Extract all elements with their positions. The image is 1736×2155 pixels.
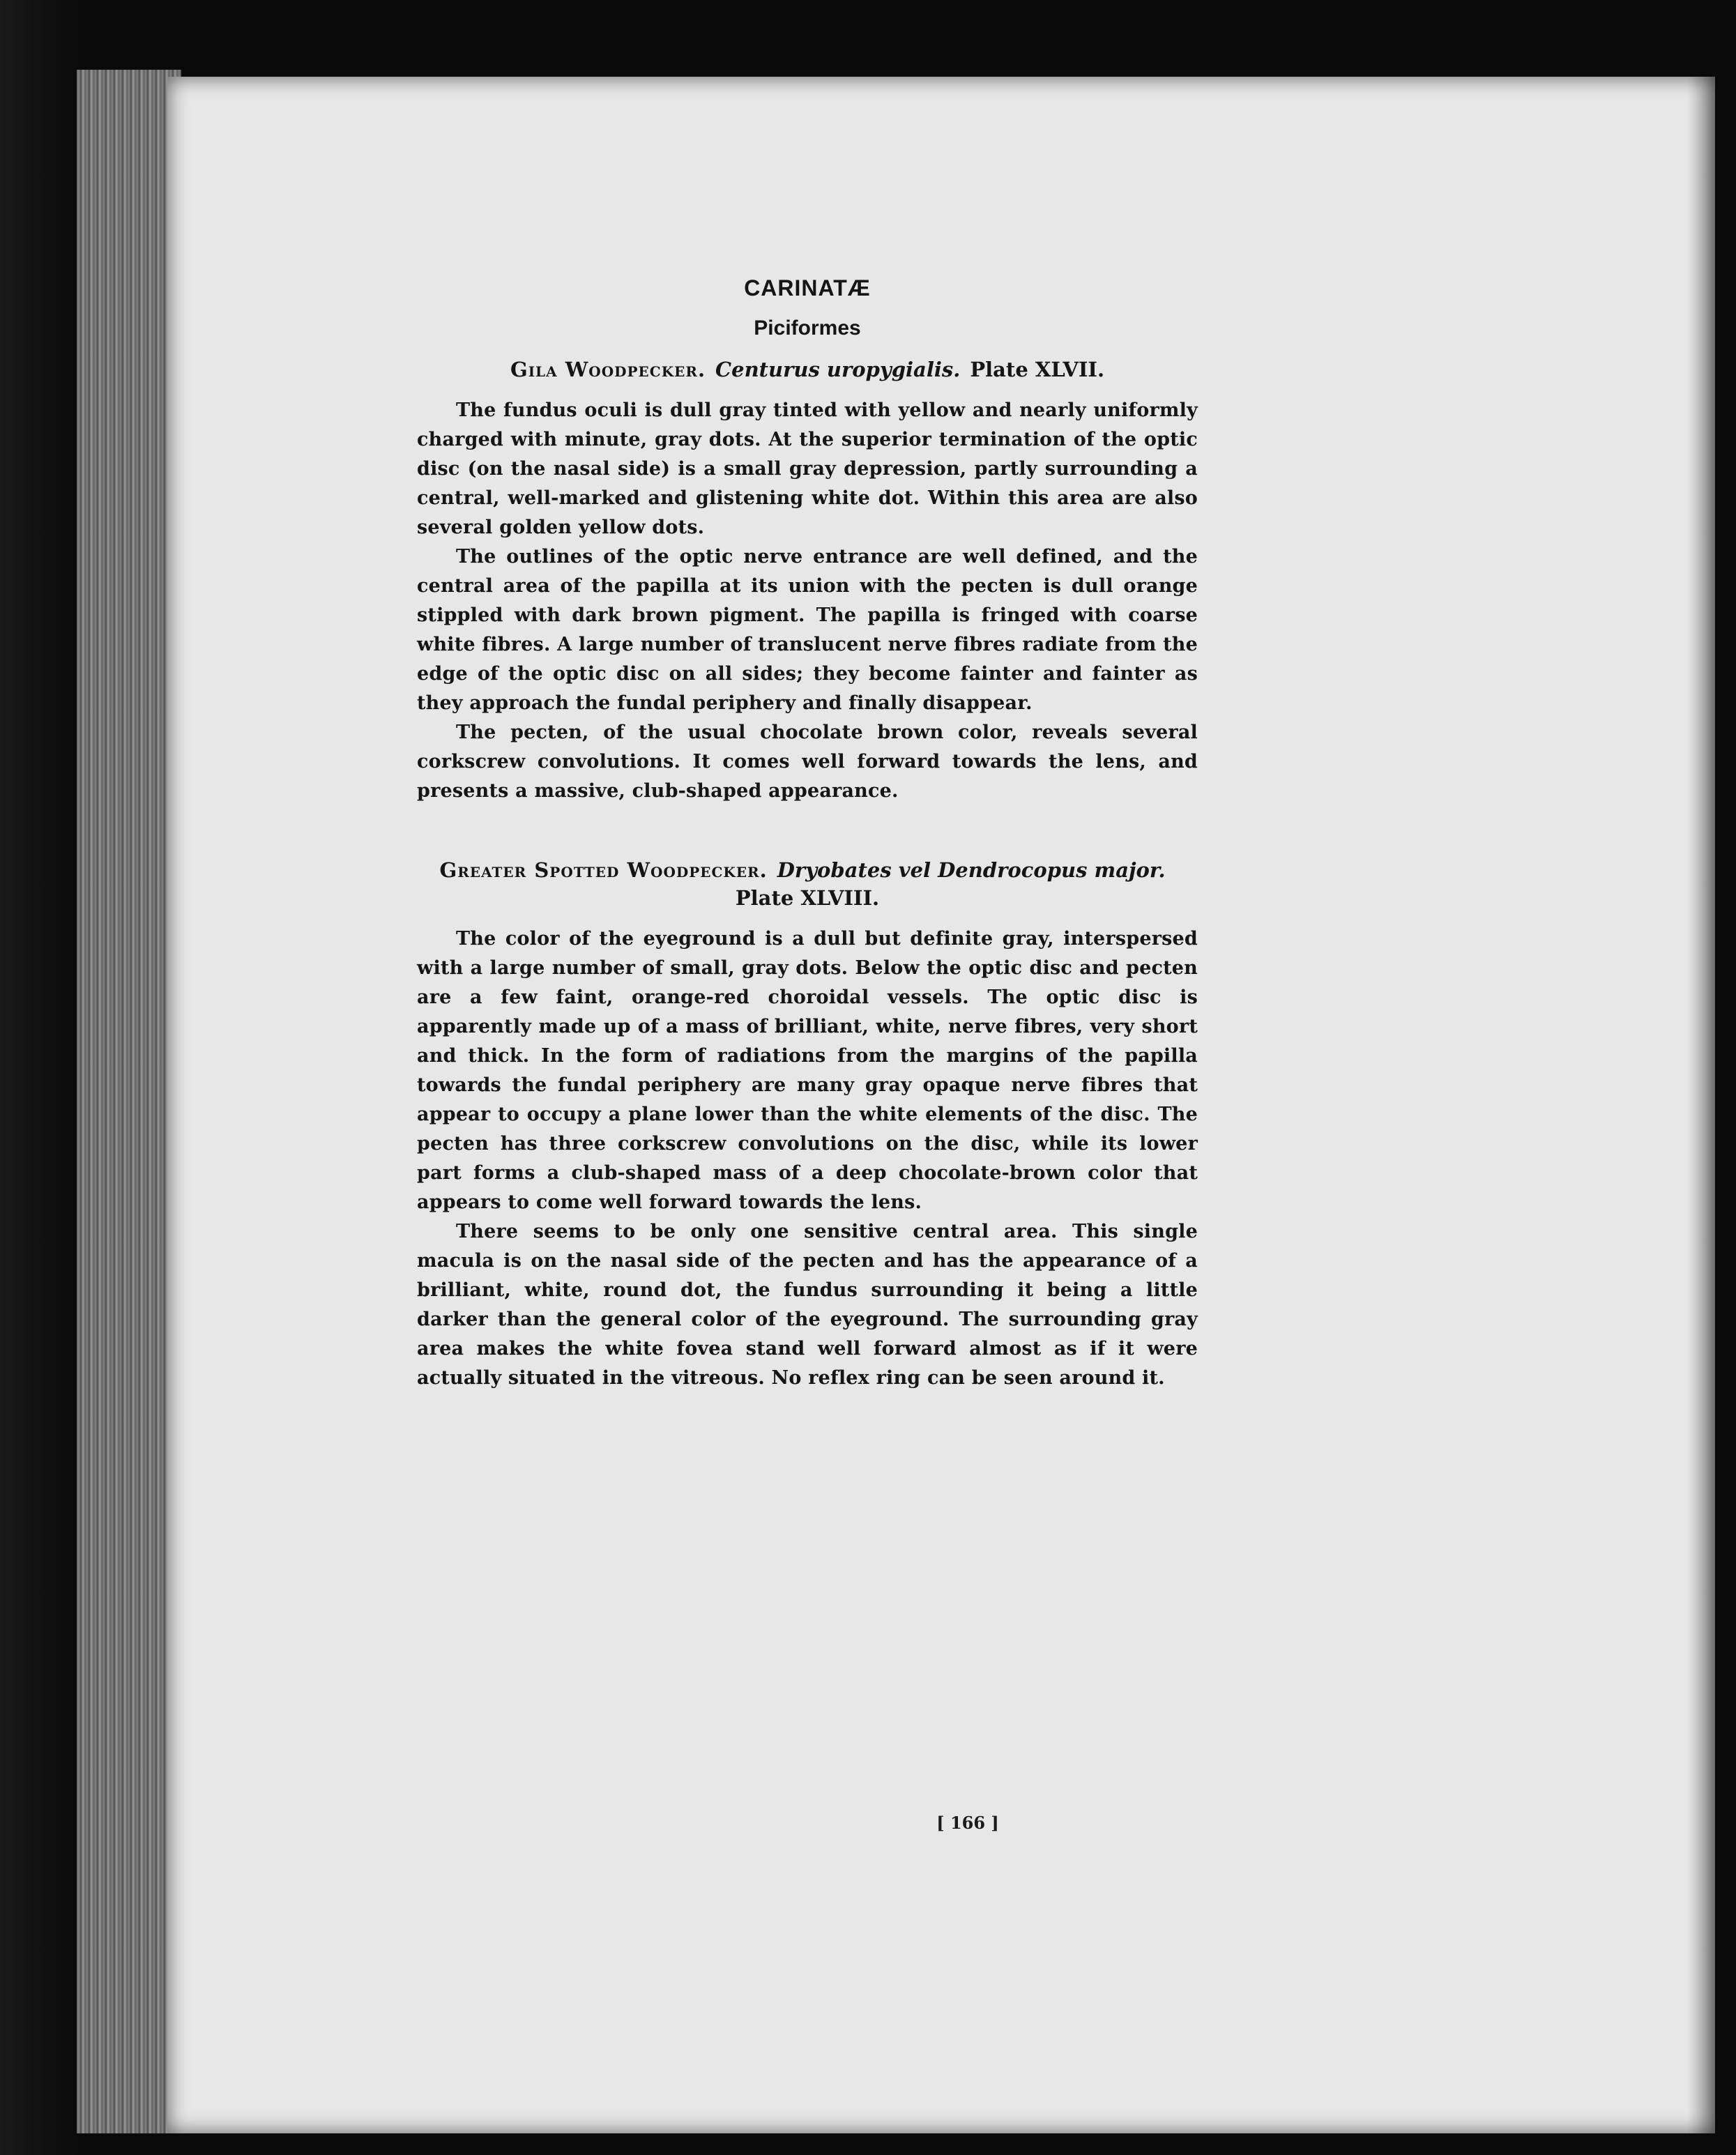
paragraph: The pecten, of the usual chocolate brown color, reveals several corkscrew convolutions. It comes well forward towards the lens, and presents a massive, club-shaped appearance. bbox=[417, 722, 1198, 802]
latin-name: Dryobates vel Dendrocopus major. bbox=[777, 858, 1166, 882]
common-name: Greater Spotted Woodpecker. bbox=[439, 858, 768, 882]
order-heading: CARINATÆ bbox=[744, 275, 871, 300]
entry-heading-gila-woodpecker bbox=[417, 356, 1198, 383]
entry-heading-greater-spotted-woodpecker bbox=[417, 856, 1198, 912]
page-number: [ 166 ] bbox=[936, 1813, 999, 1833]
page-content bbox=[417, 275, 1198, 1393]
common-name: Gila Woodpecker. bbox=[510, 358, 706, 381]
plate-reference: Plate XLVII. bbox=[970, 358, 1105, 381]
page-edge-stack bbox=[77, 70, 181, 2133]
paragraph: The outlines of the optic nerve entrance are well defined, and the central area of the papilla at its union with the pecten is dull orange stippled with dark brown pigment. The papilla is fringed with coarse white fibres. A large number of translucent nerve fibres radiate from the edge of the optic disc on all sides; they become fainter and fainter as they approach the fundal periphery and finally disappear. bbox=[417, 546, 1198, 714]
latin-name: Centurus uropygialis. bbox=[715, 358, 961, 381]
paragraph: The color of the eyeground is a dull but definite gray, interspersed with a large number of small, gray dots. Below the optic disc and pecten are a few faint, orange-red choroidal vessels. The optic disc is apparently made up of a mass of brilliant, white, nerve fibres, very short and thick. In the form of radiations from the margins of the papilla towards the fundal periphery are many gray opaque nerve fibres that appear to occupy a plane lower than the white elements of the disc. The pecten has three corkscrew convolutions on the disc, while its lower part forms a club-shaped mass of a deep chocolate-brown color that appears to come well forward towards the lens. bbox=[417, 928, 1198, 1213]
paragraph: The fundus oculi is dull gray tinted with yellow and nearly uniformly charged with minute, gray dots. At the superior termination of the optic disc (on the nasal side) is a small gray depression, partly surrounding a central, well-marked and glistening white dot. Within this area are also several golden yellow dots. bbox=[417, 399, 1198, 538]
page-gutter-shadow bbox=[1687, 77, 1715, 2133]
section-gap bbox=[417, 806, 1198, 856]
plate-reference: Plate XLVIII. bbox=[735, 886, 880, 910]
paragraph: There seems to be only one sensitive central area. This single macula is on the nasal side of the pecten and has the appearance of a brilliant, white, round dot, the fundus surrounding it being a little darker than the general color of the eyeground. The surrounding gray area makes the white fovea stand well forward almost as if it were actually situated in the vitreous. No reflex ring can be seen around it. bbox=[417, 1221, 1198, 1389]
suborder-heading: Piciformes bbox=[754, 317, 861, 340]
